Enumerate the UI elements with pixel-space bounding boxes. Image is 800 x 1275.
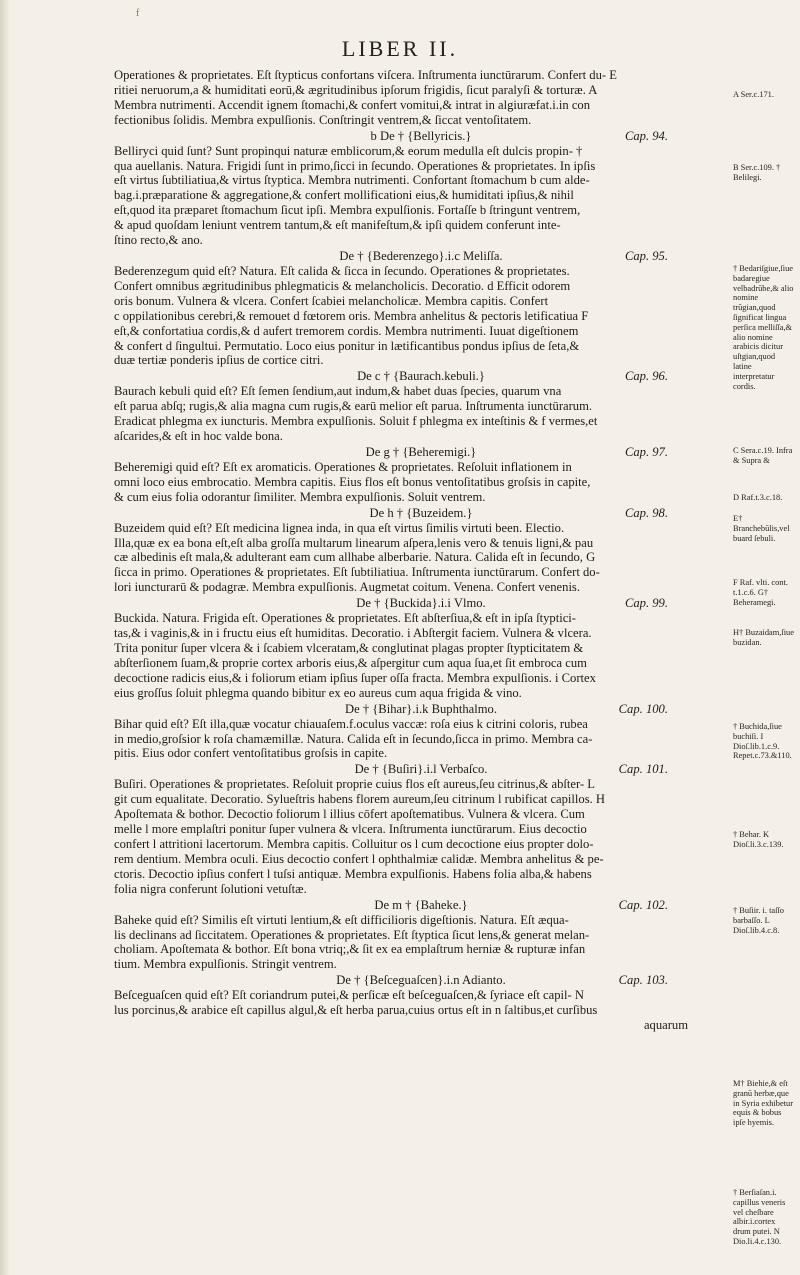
margin-note: † Bedariſgiue,ſiue badaregiue velbadrūbe,& alio nomine trūgian,quod ſignificat lingua perſica melliſſa,& alio nomine arabicis dicitur uſtgian,quod latine interpretatur cordis.	[733, 264, 794, 391]
chapter-title: De † {Bederenzego}.i.c Meliſſa.	[339, 248, 503, 263]
margin-note: † Buchida,ſiue buchiſi. I Dioſ.lib.1.c.9. Repet.c.73.&110.	[733, 722, 792, 761]
chapter-title: De c † {Baurach.kebuli.}	[357, 369, 485, 384]
chapter-title: De h † {Buzeidem.}	[369, 505, 473, 520]
chapter-title: De m † {Baheke.}	[374, 897, 468, 912]
page-gutter-shadow	[0, 0, 10, 1275]
text-line: decoctione radicis eius,& i foliorum etiam ipſius ſuper oſſa fracta. Membra expulſionis. i Cortex	[114, 670, 596, 685]
margin-note: M† Biehie,& eſt granū herbæ,que in Syria exhibetur equis & bobus ipſe hyemis.	[733, 1079, 794, 1128]
catchword: aquarum	[643, 1018, 688, 1033]
text-line: lis declinans ad ſiccitatem. Operationes & proprietates. Eſt ſtyptica ſicut lens,& generat melan-	[114, 927, 590, 942]
chapter-heading	[114, 368, 728, 384]
text-line: Eradicat phlegma ex iuncturis. Membra expulſionis. Soluit f phlegma ex inteſtinis & f vermes,et	[114, 414, 598, 429]
text-line: Trita ponitur ſuper vlcera & i ſcabiem vlceratam,& conglutinat plagas propter ſtypticitatem &	[114, 641, 584, 655]
text-line: eſt virtus ſubtiliatiua,& virtus ſtyptica. Membra nutrimenti. Confortant ſtomachum b cum alde-	[114, 173, 590, 188]
chapter-heading	[114, 761, 728, 777]
text-line: Buzeidem quid eſt? Eſt medicina lignea inda, in qua eſt virtus ſimilis virtuti been. Electio.	[114, 520, 565, 535]
text-line: Beheremigi quid eſt? Eſt ex aromaticis. Operationes & proprietates. Reſoluit inflationem in	[114, 459, 572, 474]
text-line: c oppilationibus cerebri,& remouet d fœtorem oris. Membra anhelitus & pectoris letificatiua F	[114, 308, 589, 323]
text-line: melle l more emplaſtri ponitur ſuper vulnera & vlcera. Inſtrumenta iunctūrarum. Eius decoctio	[114, 822, 587, 837]
text-line: qua auellanis. Natura. Frigidi ſunt in primo,ſicci in ſecundo. Operationes & proprietates. In ipſis	[114, 158, 596, 173]
margin-note: † Buſiir. i. taſſo barbaſſo. L Dioſ.lib.4.c.8.	[733, 906, 784, 935]
text-line: Bihar quid eſt? Eſt illa,quæ vocatur chiauaſem.f.oculus vaccæ: roſa eius k citrini coloris, rubea	[114, 716, 588, 731]
chapter-heading	[114, 248, 728, 264]
text-line: Beſceguaſcen quid eſt? Eſt coriandrum putei,& perſicæ eſt beſceguaſcen,& ſyriace eſt capil- N	[114, 988, 584, 1003]
text-line: duæ tertiæ ponderis ipſius de cortice citri.	[114, 353, 324, 368]
text-line: tium. Membra expulſionis. Stringit ventrem.	[114, 957, 337, 972]
text-line: Illa,quæ ex ea bona eſt,eſt alba groſſa multarum linearum aſpera,lenis vero & tenuis ligni,& pau	[114, 535, 594, 550]
chapter-number: Cap. 101.	[618, 762, 668, 777]
chapter-title: De † {Bihar}.i.k Buphthalmo.	[344, 701, 497, 716]
text-line: Bederenzegum quid eſt? Natura. Eſt calida & ſicca in ſecundo. Operationes & proprietates.	[114, 263, 570, 278]
text-line: tas,& i vaginis,& in i fructu eius eſt humiditas. Decoratio. i Abſtergit faciem. Vulnera & vlcera.	[114, 626, 592, 641]
text-line: in medio,groſsior k roſa chamæmillæ. Natura. Calida eſt in ſecundo,ſicca in primo. Membra ca-	[114, 731, 593, 746]
text-line: rem dentium. Membra oculi. Eius decoctio confert l ophthalmiæ calidæ. Membra anhelitus & pe-	[114, 851, 604, 866]
text-line: eſt,& confortatiua cordis,& d aufert tremorem cordis. Membra nutrimenti. Iuuat digeſtionem	[114, 323, 579, 338]
text-line: lori iuncturarū & podagræ. Membra expulſionis. Augmetat coitum. Venena. Confert venenis.	[114, 580, 580, 595]
text-line: & confert d ſingultui. Permutatio. Loco eius ponitur in lætificantibus pondus ipſius de ſeta,&	[114, 338, 580, 353]
chapter-heading	[114, 128, 728, 144]
text-line: Confert omnibus ægritudinibus phlegmaticis & melancholicis. Decoratio. d Efficit odorem	[114, 278, 571, 293]
chapter-heading	[114, 444, 728, 460]
text-line: bag.i.præparatione & aggregatione,& confert mollificationi eius,& humiditati ipſius,& nihil	[114, 188, 574, 203]
chapter-number: Cap. 95.	[624, 248, 668, 263]
chapter-number: Cap. 97.	[624, 444, 668, 459]
chapter-number: Cap. 100.	[618, 701, 668, 716]
margin-note: E† Branchebūlis,vel buard ſebuli.	[733, 514, 790, 543]
text-line: Baurach kebuli quid eſt? Eſt ſemen ſendium,aut indum,& habet duas ſpecies, quarum vna	[114, 384, 562, 399]
text-line: & apud quoſdam leniunt ventrem tantum,& eſt manifeſtum,& ipſi quidem conferunt inte-	[114, 218, 561, 233]
chapter-title: De † {Beſceguaſcen}.i.n Adianto.	[336, 973, 506, 988]
text-line: Baheke quid eſt? Similis eſt virtuti lentium,& eſt difficilioris digeſtionis. Natura. Eſt æqua-	[114, 912, 569, 927]
text-line: cæ albedinis eſt mala,& adulterant eam cum allhabe alberbarie. Natura. Calida eſt in ſecundo, G	[114, 550, 596, 565]
text-line: omni loco eius embrocatio. Membra capitis. Eius flos eſt bonus ventoſitatibus groſsis in capite,	[114, 474, 591, 489]
text-line: eſt parua abſq; rugis,& alia magna cum rugis,& earū melior eſt parua. Inſtrumenta iunctūrarum.	[114, 399, 593, 414]
margin-note: F Raf. vlti. cont. t.1.c.6. G† Beheramegi.	[733, 578, 788, 607]
margin-note: C Sera.c.19. Infra & Supra &	[733, 446, 793, 465]
text-line: & cum eius folia odorantur ſimiliter. Membra expulſionis. Soluit ventrem.	[114, 489, 486, 504]
chapter-title: De † {Buckida}.i.i Vlmo.	[356, 596, 486, 611]
margin-note: A Ser.c.171.	[733, 90, 774, 99]
chapter-heading	[114, 897, 728, 913]
text-line: ſicca in primo. Operationes & proprietates. Eſt ſubtiliatiua. Inſtrumenta iunctūrarum. Confert do-	[114, 565, 600, 580]
margin-note: † Behar. K Dioſ.li.3.c.139.	[733, 830, 784, 849]
text-line: folia nigra conferunt ſolutioni vetuſtæ.	[114, 881, 307, 896]
text-line: Membra nutrimenti. Accendit ignem ſtomachi,& confert vomitui,& intrat in algiuræfat.i.in con	[114, 97, 591, 112]
text-line: abſterſionem ſuam,& proprie cortex arboris eius,& aſpergitur cum aqua ſua,et ſit embroca cum	[114, 655, 587, 670]
chapter-heading	[114, 595, 728, 611]
margin-note: B Ser.c.109. † Belilegi.	[733, 163, 781, 182]
text-line: Apoſtemata & bothor. Decoctio foliorum l illius cōfert apoſtematibus. Vulnera & vlcera. Cum	[114, 807, 585, 822]
chapter-number: Cap. 94.	[624, 128, 668, 143]
text-line: lus porcinus,& arabice eſt capillus algul,& eſt herba parua,cuius ortus eſt in n ſaltibus,et curſibus	[114, 1003, 598, 1018]
running-head: LIBER II.	[341, 36, 459, 61]
chapter-title: b De † {Bellyricis.}	[370, 128, 472, 143]
main-text-column	[114, 68, 728, 1033]
chapter-number: Cap. 96.	[624, 369, 668, 384]
chapter-heading	[114, 701, 728, 717]
chapter-title: De † {Buſiri}.i.l Verbaſco.	[354, 762, 488, 777]
chapter-number: Cap. 99.	[624, 596, 668, 611]
text-line: ctoris. Decoctio ipſius confert l tuſsi antiquæ. Membra expulſionis. Habens folia alba,& habens	[114, 866, 592, 881]
margin-note: D Raf.t.3.c.18.	[733, 493, 783, 502]
chapter-heading	[114, 972, 728, 988]
text-line: choliam. Apoſtemata & bothor. Eſt bona vtriq;,& ſit ex ea emplaſtrum herniæ & rupturæ infan	[114, 942, 586, 957]
text-line: Operationes & proprietates. Eſt ſtypticus confortans viſcera. Inſtrumenta iunctūrarum. Confert du- E	[114, 68, 617, 82]
text-line: ritiei neruorum,a & humiditati eorū,& ægritudinibus ipſorum frigidis, ſicut paralyſi & torturæ. A	[114, 82, 598, 97]
chapter-title: De g † {Beheremigi.}	[365, 444, 477, 459]
chapter-number: Cap. 98.	[624, 505, 668, 520]
text-line: fectionibus ſolidis. Membra expulſionis. Conſtringit ventrem,& ſiccat ventoſitatem.	[114, 112, 532, 127]
margin-note: H† Buzaidam,ſiue buzidan.	[733, 628, 794, 647]
text-line: oris bonum. Vulnera & vlcera. Confert ſcabiei melancholicæ. Membra capitis. Confert	[114, 293, 549, 308]
text-line: eius groſſus ſoluit phlegma quando bibitur ex eo aureus cum aqua frigida & vino.	[114, 685, 522, 700]
text-line: eſt,quod ita præparet ſtomachum ſicut ipſi. Membra expulſionis. Fortaſſe b ſtringunt ventrem,	[114, 203, 581, 218]
margin-note: † Berſiaſan.i. capillus veneris vel cheſbare albir.i.cortex drum putei. N Dio.li.4.c.130.	[733, 1188, 786, 1246]
text-line: Buſiri. Operationes & proprietates. Reſoluit proprie cuius flos eſt aureus,ſeu citrinus,& abſter- L	[114, 777, 595, 792]
text-line: ſtino recto,& ano.	[114, 233, 203, 248]
chapter-number: Cap. 102.	[618, 897, 668, 912]
corner-mark: f	[136, 8, 140, 19]
chapter-number: Cap. 103.	[618, 973, 668, 988]
chapter-heading	[114, 505, 728, 521]
text-line: confert l attritioni lacertorum. Membra capitis. Colluitur os l cum decoctione eius propter dolo-	[114, 836, 594, 851]
text-line: Buckida. Natura. Frigida eſt. Operationes & proprietates. Eſt abſterſiua,& eſt in ipſa ſtyptici-	[114, 611, 576, 626]
text-line: aſcarides,& eſt in hoc valde bona.	[114, 429, 283, 444]
text-line: Belliryci quid ſunt? Sunt propinqui naturæ emblicorum,& eorum medulla eſt dulcis propin- †	[114, 143, 583, 158]
text-line: pitis. Eius odor confert ventoſitatibus groſsis in capite.	[114, 746, 388, 761]
text-line: git cum equalitate. Decoratio. Sylueſtris habens florem aureum,ſeu citrinum l rubificat capillos. H	[114, 792, 606, 807]
